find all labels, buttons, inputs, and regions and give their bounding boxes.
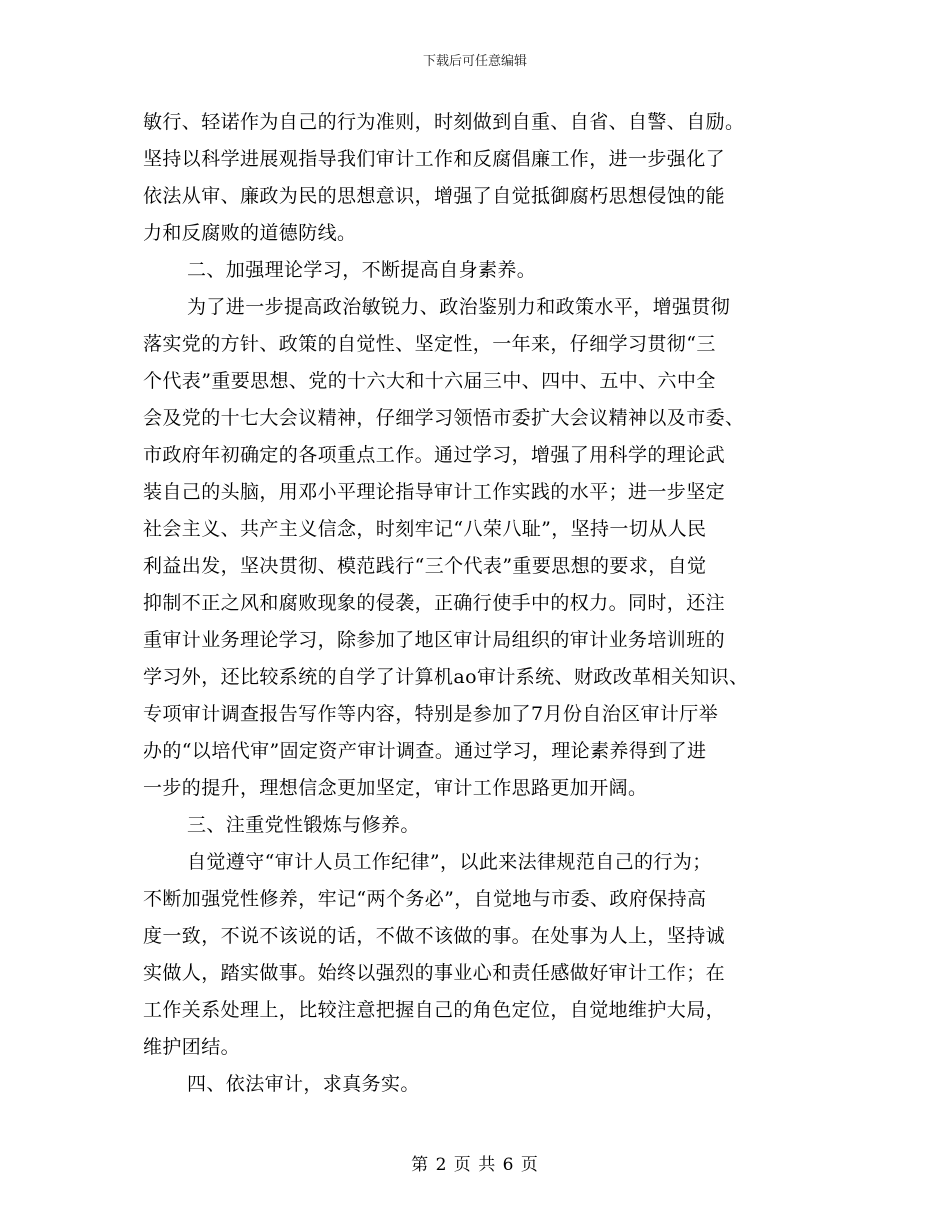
body-line: 不断加强党性修养，牢记“两个务必”，自觉地与市委、政府保持高 xyxy=(143,888,707,910)
body-line: 重审计业务理论学习，除参加了地区审计局组织的审计业务培训班的 xyxy=(143,629,726,651)
page-header: 下载后可任意编辑 xyxy=(422,54,527,69)
body-line: 敏行、轻诺作为自己的行为准则，时刻做到自重、自省、自警、自励。 xyxy=(143,111,745,133)
body-line: 维护团结。 xyxy=(143,1036,241,1058)
section-heading: 四、依法审计，求真务实。 xyxy=(187,1073,420,1095)
body-line: 落实党的方针、政策的自觉性、坚定性，一年来，仔细学习贯彻“三 xyxy=(143,333,716,355)
body-line: 依法从审、廉政为民的思想意识，增强了自觉抵御腐朽思想侵蚀的能 xyxy=(143,185,726,207)
body-line: 会及党的十七大会议精神，仔细学习领悟市委扩大会议精神以及市委、 xyxy=(143,407,745,429)
body-line: 利益出发，坚决贯彻、模范践行“三个代表”重要思想的要求，自觉 xyxy=(143,555,707,577)
body-line: 装自己的头脑，用邓小平理论指导审计工作实践的水平；进一步坚定 xyxy=(143,481,726,503)
section-heading: 二、加强理论学习，不断提高自身素养。 xyxy=(187,259,537,281)
body-line: 抑制不正之风和腐败现象的侵袭，正确行使手中的权力。同时，还注 xyxy=(143,592,726,614)
body-line: 一步的提升，理想信念更加坚定，审计工作思路更加开阔。 xyxy=(143,777,648,799)
body-line: 自觉遵守“审计人员工作纪律”，以此来法律规范自己的行为； xyxy=(187,851,712,873)
body-line: 为了进一步提高政治敏锐力、政治鉴别力和政策水平，增强贯彻 xyxy=(187,296,731,318)
section-heading: 三、注重党性锻炼与修养。 xyxy=(187,814,420,836)
body-line: 市政府年初确定的各项重点工作。通过学习，增强了用科学的理论武 xyxy=(143,444,726,466)
body-line: 工作关系处理上，比较注意把握自己的角色定位，自觉地维护大局， xyxy=(143,999,726,1021)
page-number: 第 2 页 共 6 页 xyxy=(411,1155,539,1175)
body-line: 坚持以科学进展观指导我们审计工作和反腐倡廉工作，进一步强化了 xyxy=(143,148,726,170)
body-line: 力和反腐败的道德防线。 xyxy=(143,222,357,244)
body-line: 度一致，不说不该说的话，不做不该做的事。在处事为人上，坚持诚 xyxy=(143,925,726,947)
body-line: 个代表”重要思想、党的十六大和十六届三中、四中、五中、六中全 xyxy=(143,370,716,392)
document-body xyxy=(143,104,807,1103)
body-line: 办的“以培代审”固定资产审计调查。通过学习，理论素养得到了进 xyxy=(143,740,707,762)
body-line: 实做人，踏实做事。始终以强烈的事业心和责任感做好审计工作；在 xyxy=(143,962,726,984)
body-line: 社会主义、共产主义信念，时刻牢记“八荣八耻”，坚持一切从人民 xyxy=(143,518,707,540)
body-line: 学习外，还比较系统的自学了计算机ao审计系统、财政改革相关知识、 xyxy=(143,666,749,688)
body-line: 专项审计调查报告写作等内容，特别是参加了7月份自治区审计厅举 xyxy=(143,703,719,725)
